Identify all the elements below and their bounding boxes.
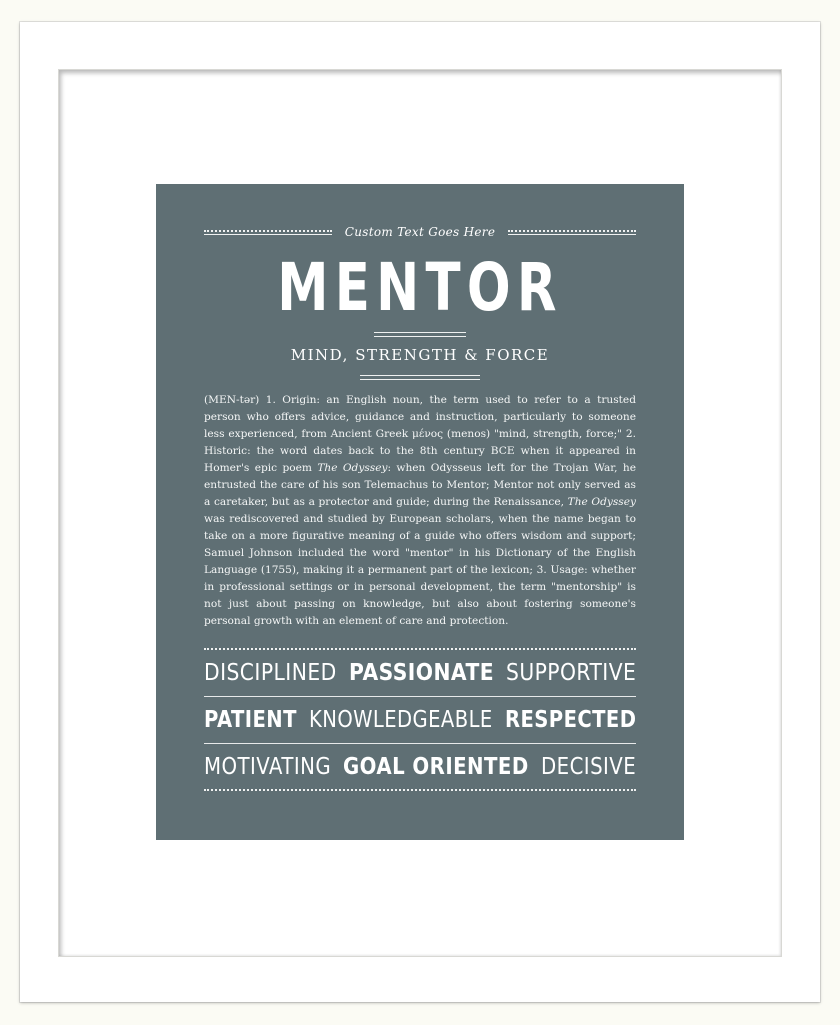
trait-word: KNOWLEDGEABLE (308, 707, 493, 733)
traits-divider-bottom (204, 789, 636, 791)
custom-text: Custom Text Goes Here (344, 225, 496, 239)
definition-part-2: : when Odysseus left for the Trojan War, he entrusted the care of his son Telemachus to Mentor; Mentor not only served as a caretaker, but as a protector and guide; during the Renaissance, (204, 462, 637, 508)
trait-row-1 (204, 655, 636, 691)
title-rule-top (374, 332, 466, 337)
name-meaning-print (156, 184, 684, 840)
trait-word: DISCIPLINED (204, 660, 337, 686)
trait-word: MOTIVATING (204, 754, 332, 780)
trait-word: PATIENT (204, 707, 297, 733)
trait-row-2 (204, 702, 636, 738)
trait-word: GOAL ORIENTED (343, 754, 529, 780)
definition-part-3: was rediscovered and studied by European scholars, when the name began to take on a more figurative meaning of a guide who offers wisdom and support; Samuel Johnson included the word "mentor" in his Dictionary of the English Language (1755), making it a permanent part of the lexicon; 3. Usage: whether in professional settings or in personal development, the term "mentorship" is not just about passing on knowledge, but also about fostering someone's personal growth with an element of care and protection. (204, 513, 636, 627)
custom-text-row (204, 222, 636, 242)
definition-italic-1: The Odyssey (317, 462, 388, 474)
trait-word: SUPPORTIVE (505, 660, 637, 686)
trait-word: DECISIVE (540, 754, 636, 780)
dotted-ornament-left (204, 230, 332, 235)
traits-divider (204, 696, 636, 697)
trait-word: RESPECTED (504, 707, 636, 733)
dotted-ornament-right (508, 230, 636, 235)
trait-row-3 (204, 749, 636, 785)
traits-divider (204, 743, 636, 744)
print-title: MENTOR (277, 249, 563, 326)
definition-text (204, 392, 636, 630)
trait-word: PASSIONATE (348, 660, 494, 686)
definition-part-1: (MEN-tər) 1. Origin: an English noun, the term used to refer to a trusted person who offers advice, guidance and instruction, particularly to someone less experienced, from Ancient Greek μένος (menos) "mind, strength, force;" 2. Historic: the word dates back to the 8th century BCE when it appeared in Homer's epic poem (204, 394, 636, 474)
subtitle-rule-bottom (360, 375, 480, 380)
print-subtitle: MIND, STRENGTH & FORCE (290, 346, 550, 364)
traits-divider-top (204, 648, 636, 650)
definition-italic-2: The Odyssey (567, 496, 636, 508)
